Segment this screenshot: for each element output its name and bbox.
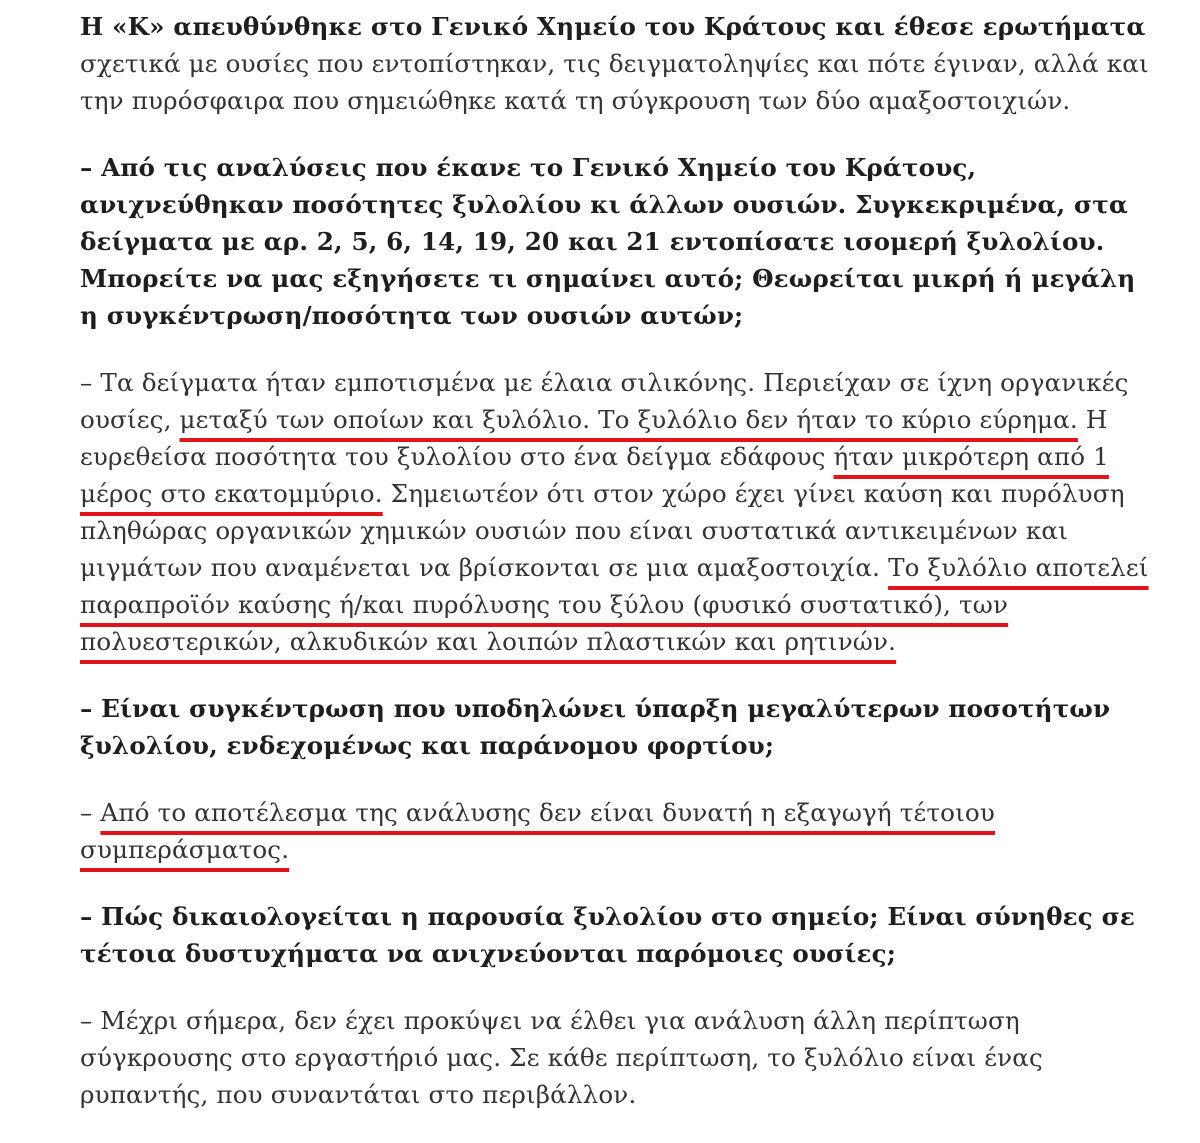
question-1: – Από τις αναλύσεις που έκανε το Γενικό Χημείο του Κράτους, ανιχνεύθηκαν ποσότητες ξυλολίου κι άλλων ουσιών. Συγκεκριμένα, στα δείγματα με αρ. 2, 5, 6, 14, 19, 20 και 21 εντοπίσατε ισομερή ξυλολίου. Μπορείτε να μας εξηγήσετε τι σημαίνει αυτό; Θεωρείται μικρή ή μεγάλη η συγκέντρωση/ποσότητα των ουσιών αυτών; — [80, 153, 1136, 330]
answer-1-highlight-2: ήταν μικρότερη από 1 μέρος στο εκατομμύριο. — [80, 442, 1109, 508]
answer-1-text-1: – Τα δείγματα ήταν εμποτισμένα με έλαια σιλικόνης. Περιείχαν σε ίχνη οργανικές ουσίες, — [80, 368, 1129, 434]
answer-2 — [80, 794, 1160, 868]
question-2: – Είναι συγκέντρωση που υποδηλώνει ύπαρξη μεγαλύτερων ποσοτήτων ξυλολίου, ενδεχομένως και παράνομου φορτίου; — [80, 694, 1111, 760]
answer-2-highlight-1: Από το αποτέλεσμα της ανάλυσης δεν είναι δυνατή η εξαγωγή τέτοιου συμπεράσματος. — [80, 798, 995, 864]
answer-1-highlight-3: Το ξυλόλιο αποτελεί παραπροϊόν καύσης ή/και πυρόλυσης του ξύλου (φυσικό συστατικό), των πολυεστερικών, αλκυδικών και λοιπών πλαστικών και ρητινών. — [80, 553, 1149, 656]
intro-lead: Η «Κ» απευθύνθηκε στο Γενικό Χημείο του Κράτους και έθεσε ερωτήματα — [80, 12, 1146, 41]
article-body — [80, 8, 1160, 1143]
question-3: – Πώς δικαιολογείται η παρουσία ξυλολίου στο σημείο; Είναι σύνηθες σε τέτοια δυστυχήματα να ανιχνεύονται παρόμοιες ουσίες; — [80, 902, 1135, 968]
answer-1-text-2: Η ευρεθείσα ποσότητα του ξυλολίου στο ένα δείγμα εδάφους — [80, 405, 1108, 471]
answer-1 — [80, 364, 1160, 660]
intro-paragraph — [80, 8, 1160, 119]
intro-text: σχετικά με ουσίες που εντοπίστηκαν, τις δειγματοληψίες και πότε έγιναν, αλλά και την πυρόσφαιρα που σημειώθηκε κατά τη σύγκρουση των δύο αμαξοστοιχιών. — [80, 49, 1149, 115]
answer-1-text-3: Σημειωτέον ότι στον χώρο έχει γίνει καύση και πυρόλυση πληθώρας οργανικών χημικών ουσιών που είναι συστατικά αντικειμένων και μιγμάτων που αναμένεται να βρίσκονται σε μια αμαξοστοιχία. — [80, 479, 1125, 582]
answer-3: – Μέχρι σήμερα, δεν έχει προκύψει να έλθει για ανάλυση άλλη περίπτωση σύγκρουσης στο εργαστήριό μας. Σε κάθε περίπτωση, το ξυλόλιο είναι ένας ρυπαντής, που συναντάται στο περιβάλλον. — [80, 1006, 1043, 1109]
answer-1-highlight-1: μεταξύ των οποίων και ξυλόλιο. Το ξυλόλιο δεν ήταν το κύριο εύρημα. — [179, 405, 1078, 434]
answer-2-text-1: – — [80, 798, 101, 827]
